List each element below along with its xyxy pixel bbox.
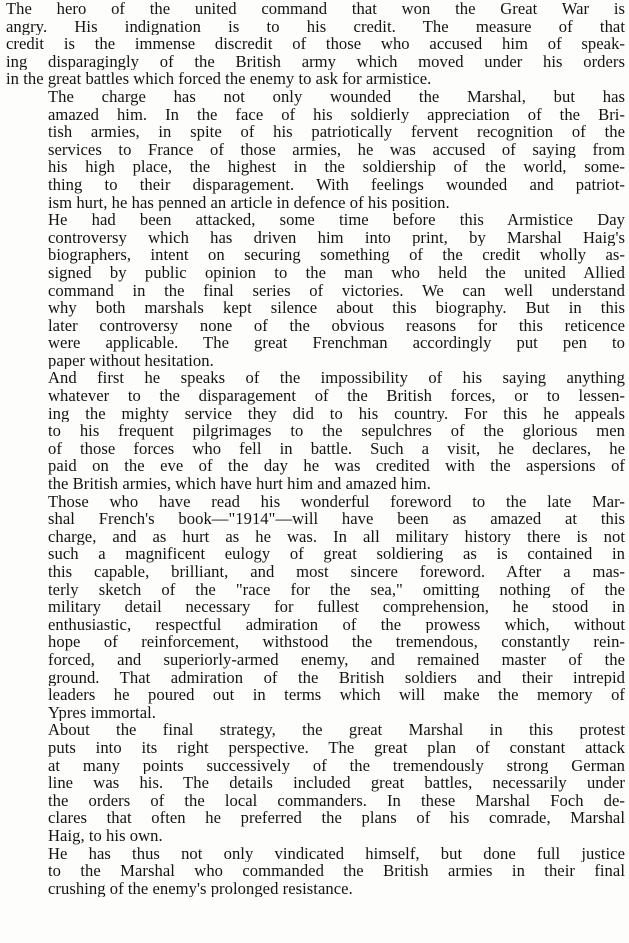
paragraph [6, 493, 625, 722]
text-line: credit is the immense discredit of those who accused him of speak- [6, 35, 625, 53]
text-line: why both marshals kept silence about this biography. But in this [48, 299, 625, 317]
text-line: at many points successively of the tremendously strong German [48, 756, 625, 775]
text-line: The charge has not only wounded the Marshal, but has [48, 87, 625, 106]
text-line: terly sketch of the "race for the sea," omitting nothing of the [48, 580, 625, 599]
text-line: the British armies, which have hurt him and amazed him. [48, 475, 431, 493]
text-line: paper without hesitation. [48, 351, 214, 370]
text-line: puts into its right perspective. The great plan of constant attack [48, 738, 625, 757]
text-line: his high place, the highest in the soldiership of the world, some- [48, 158, 625, 176]
text-line: services to France of those armies, he was accused of saying from [48, 140, 625, 159]
text-line: thing to their disparagement. With feelings wounded and patriot- [48, 175, 625, 194]
text-line: He has thus not only vindicated himself, but done full justice [48, 844, 625, 863]
paragraph [6, 88, 625, 211]
text-line: command in the final series of victories. We can well understand [48, 281, 625, 300]
text-line: the orders of the local commanders. In these Marshal Foch de- [48, 791, 625, 810]
text-line: to his frequent pilgrimages to the sepulchres of the glorious men [48, 422, 625, 440]
article-body [6, 0, 625, 897]
paragraph [6, 721, 625, 844]
text-line: ground. That admiration of the British soldiers and their intrepid [48, 668, 625, 687]
text-line: And first he speaks of the impossibility of his saying anything [48, 369, 625, 388]
text-line: ism hurt, he has penned an article in defence of his position. [48, 193, 450, 212]
text-line: amazed him. In the face of his soldierly appreciation of the Bri- [48, 105, 625, 124]
text-line: were applicable. The great Frenchman accordingly put pen to [48, 334, 625, 352]
text-line: Ypres immortal. [48, 703, 156, 722]
text-line: enthusiastic, respectful admiration of the prowess which, without [48, 615, 625, 634]
text-line: such a magnificent eulogy of great soldiering as is contained in [48, 545, 625, 563]
text-line: military detail necessary for fullest comprehension, he stood in [48, 598, 625, 616]
text-line: ing the mighty service they did to his country. For this he appeals [48, 404, 625, 423]
text-line: forced, and superiorly-armed enemy, and remained master of the [48, 650, 625, 669]
text-line: to the Marshal who commanded the British armies in their final [48, 862, 625, 880]
paragraph [6, 0, 625, 88]
text-line: in the great battles which forced the enemy to ask for armistice. [6, 70, 432, 88]
text-line: angry. His indignation is to his credit. The measure of that [6, 17, 625, 36]
text-line: The hero of the united command that won the Great War is [6, 0, 625, 18]
text-line: leaders he poured out in terms which will make the memory of [48, 686, 625, 704]
text-line: of those forces who fell in battle. Such a visit, he declares, he [48, 439, 625, 458]
text-line: He had been attacked, some time before this Armistice Day [48, 211, 625, 229]
text-line: crushing of the enemy's prolonged resistance. [48, 879, 353, 898]
text-line: shal French's book—"1914"—will have been as amazed at this [48, 510, 625, 528]
text-line: hope of reinforcement, withstood the tremendous, constantly rein- [48, 633, 625, 651]
text-line: tish armies, in spite of his patriotically fervent recognition of the [48, 123, 625, 141]
text-line: charge, and as hurt as he was. In all military history there is not [48, 527, 625, 546]
text-line: biographers, intent on securing something of the credit wholly as- [48, 246, 625, 264]
paragraph [6, 211, 625, 369]
text-line: controversy which has driven him into print, by Marshal Haig's [48, 228, 625, 247]
paragraph [6, 845, 625, 898]
text-line: this capable, brilliant, and most sincere foreword. After a mas- [48, 563, 625, 581]
text-line: About the final strategy, the great Marshal in this protest [48, 721, 625, 739]
text-line: clares that often he preferred the plans of his comrade, Marshal [48, 809, 625, 827]
text-line: line was his. The details included great battles, necessarily under [48, 774, 625, 792]
text-line: ing disparagingly of the British army which moved under his orders [6, 52, 625, 71]
paragraph [6, 369, 625, 492]
text-line: whatever to the disparagement of the British forces, or to lessen- [48, 387, 625, 405]
text-line: paid on the eve of the day he was credited with the aspersions of [48, 457, 625, 476]
text-line: signed by public opinion to the man who held the united Allied [48, 263, 625, 282]
text-line: later controversy none of the obvious reasons for this reticence [48, 316, 625, 335]
text-line: Haig, to his own. [48, 826, 163, 845]
text-line: Those who have read his wonderful foreword to the late Mar- [48, 492, 625, 511]
